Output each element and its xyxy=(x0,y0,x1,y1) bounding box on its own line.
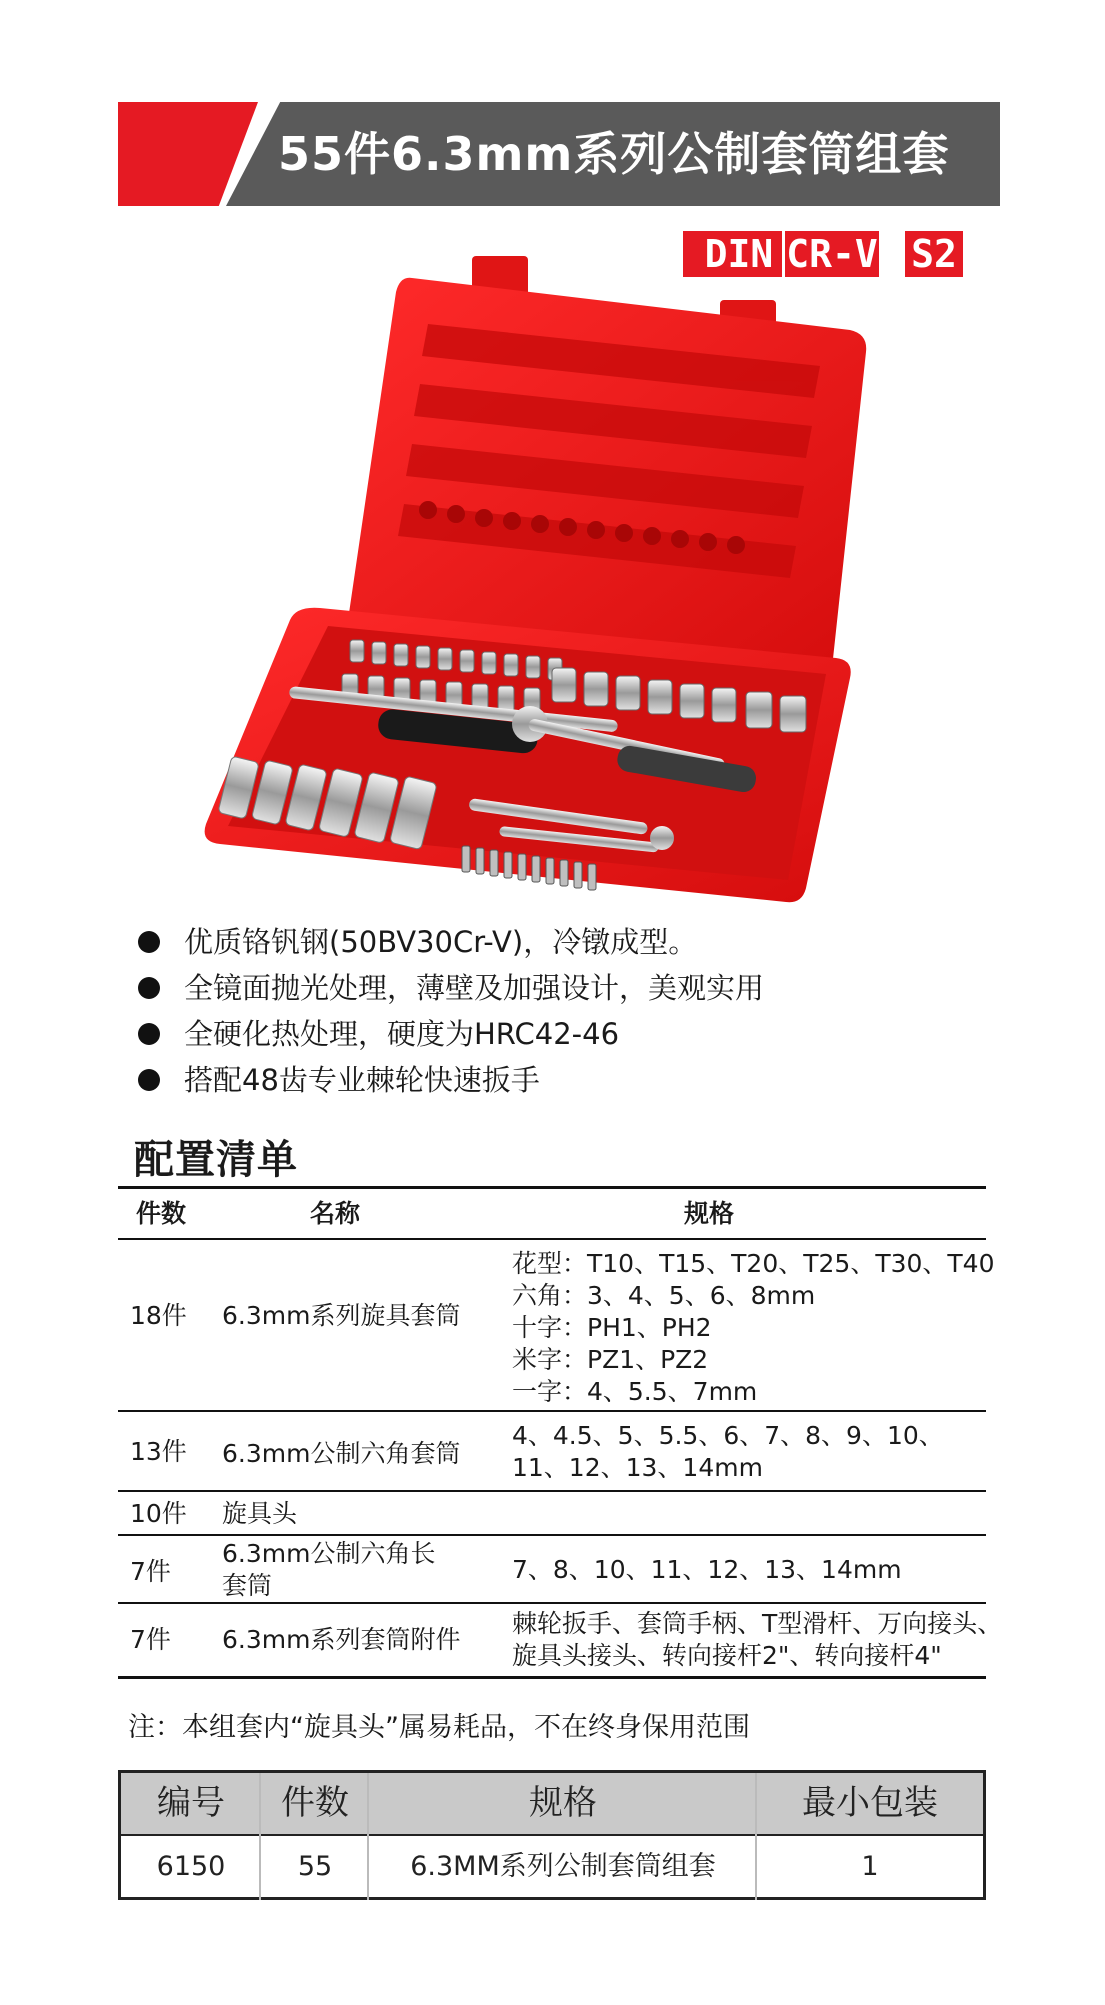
feature-text: 全硬化热处理，硬度为HRC42-46 xyxy=(184,1017,620,1051)
row-qty: 7件 xyxy=(130,1557,171,1586)
row-spec-line: 11、12、13、14mm xyxy=(512,1453,763,1482)
summary-value-pack: 1 xyxy=(861,1851,879,1882)
bullet-icon xyxy=(138,977,160,999)
summary-header-code: 编号 xyxy=(157,1783,225,1823)
row-name: 6.3mm公制六角套筒 xyxy=(222,1439,461,1468)
header-name: 名称 xyxy=(310,1199,361,1228)
summary-value-code: 6150 xyxy=(156,1851,226,1882)
feature-text: 全镜面抛光处理，薄壁及加强设计，美观实用 xyxy=(184,971,765,1005)
row-spec-line: 一字：4、5.5、7mm xyxy=(512,1377,758,1406)
bullet-icon xyxy=(138,1069,160,1091)
table-rule xyxy=(118,1238,986,1240)
bullet-icon xyxy=(138,931,160,953)
row-spec-line: 棘轮扳手、套筒手柄、T型滑杆、万向接头、 xyxy=(512,1609,1003,1638)
row-spec-line: 米字：PZ1、PZ2 xyxy=(512,1345,709,1374)
feature-item xyxy=(138,1060,540,1100)
bullet-icon xyxy=(138,1023,160,1045)
feature-item xyxy=(138,1014,619,1054)
badge-s2: S2 xyxy=(902,228,966,280)
feature-item xyxy=(138,922,697,962)
row-name: 6.3mm系列旋具套筒 xyxy=(222,1301,461,1330)
summary-table xyxy=(118,1770,986,1900)
row-spec-line: 旋具头接头、转向接杆2"、转向接杆4" xyxy=(512,1641,942,1670)
row-spec-line: 4、4.5、5、5.5、6、7、8、9、10、 xyxy=(512,1421,944,1450)
summary-header-qty: 件数 xyxy=(281,1783,349,1823)
config-title: 配置清单 xyxy=(134,1137,298,1183)
header-spec: 规格 xyxy=(684,1199,735,1228)
row-name: 旋具头 xyxy=(222,1499,298,1528)
table-rule xyxy=(118,1676,986,1679)
socket-set-case-icon xyxy=(200,248,880,908)
summary-header-pack: 最小包装 xyxy=(802,1783,938,1823)
header-banner xyxy=(118,102,1000,206)
table-rule xyxy=(118,1534,986,1536)
summary-header-spec: 规格 xyxy=(529,1783,597,1823)
feature-text: 优质铬钒钢(50BV30Cr-V)，冷镦成型。 xyxy=(184,925,698,959)
feature-text: 搭配48齿专业棘轮快速扳手 xyxy=(184,1063,540,1097)
row-name: 6.3mm公制六角长 xyxy=(222,1539,436,1568)
summary-value-qty: 55 xyxy=(297,1851,333,1882)
table-rule xyxy=(118,1410,986,1412)
page-title: 55件6.3mm系列公制套筒组套 xyxy=(278,127,950,181)
row-spec-line: 六角：3、4、5、6、8mm xyxy=(512,1281,816,1310)
table-rule xyxy=(118,1490,986,1492)
row-qty: 7件 xyxy=(130,1625,171,1654)
row-spec-line: 花型：T10、T15、T20、T25、T30、T40 xyxy=(512,1249,995,1278)
row-spec-line: 7、8、10、11、12、13、14mm xyxy=(512,1555,902,1584)
row-name: 6.3mm系列套筒附件 xyxy=(222,1625,461,1654)
badge-crv: CR-V xyxy=(782,228,882,280)
feature-item xyxy=(138,968,764,1008)
row-spec-line: 十字：PH1、PH2 xyxy=(512,1313,712,1342)
table-rule xyxy=(118,1186,986,1189)
row-qty: 13件 xyxy=(130,1437,187,1466)
header-qty: 件数 xyxy=(136,1199,187,1228)
row-qty: 18件 xyxy=(130,1301,187,1330)
row-name: 套筒 xyxy=(222,1571,273,1600)
summary-value-spec: 6.3MM系列公制套筒组套 xyxy=(410,1851,716,1882)
note-text: 注：本组套内“旋具头”属易耗品，不在终身保用范围 xyxy=(128,1712,750,1743)
table-rule xyxy=(118,1602,986,1604)
row-qty: 10件 xyxy=(130,1499,187,1528)
badge-din: DIN xyxy=(680,228,798,280)
